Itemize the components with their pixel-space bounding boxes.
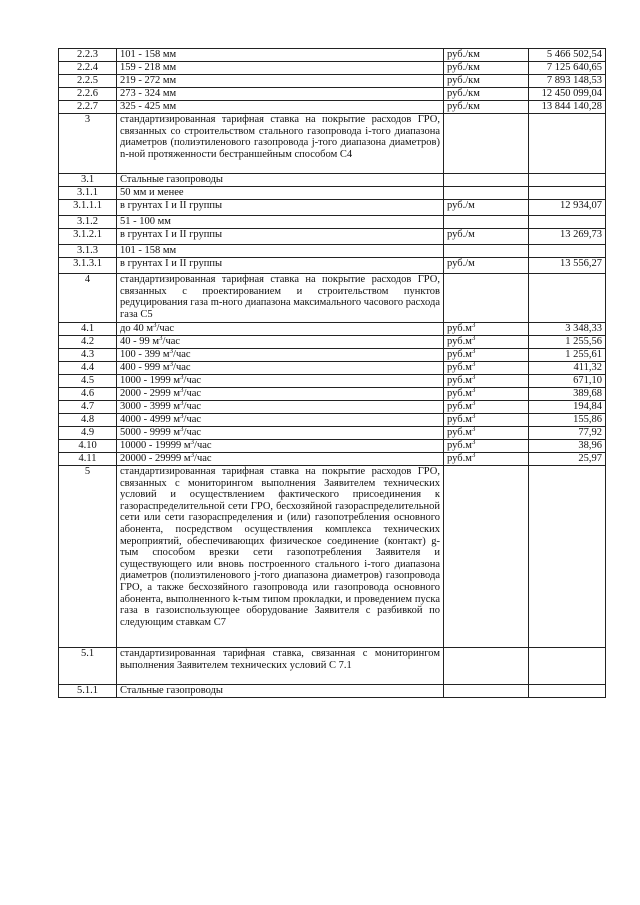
item-value	[529, 274, 606, 323]
item-unit: $руб.м^3$	[444, 453, 529, 466]
item-number: 4.1	[59, 323, 117, 336]
item-name: 273 - 324 мм	[117, 88, 444, 101]
item-value: 389,68	[529, 388, 606, 401]
item-unit: руб./м	[444, 258, 529, 274]
item-name: 325 - 425 мм	[117, 101, 444, 114]
item-unit	[444, 114, 529, 174]
item-number: 4.6	[59, 388, 117, 401]
item-name: 3000 - 3999 $м^3$/час	[117, 401, 444, 414]
item-number: 4.7	[59, 401, 117, 414]
item-number: 5.1.1	[59, 685, 117, 698]
item-name: 219 - 272 мм	[117, 75, 444, 88]
item-unit: $руб.м^3$	[444, 362, 529, 375]
table-row	[59, 440, 606, 453]
item-name: стандартизированная тарифная ставка на покрытие расходов ГРО, связанных с проектированием и строительством пунктов редуцирования газа m-ного диапазона максимального часового расхода газа С5	[117, 274, 444, 323]
item-name: 159 - 218 мм	[117, 62, 444, 75]
item-name: 2000 - 2999 $м^3$/час	[117, 388, 444, 401]
item-name: 100 - 399 $м^3$/час	[117, 349, 444, 362]
item-number: 2.2.4	[59, 62, 117, 75]
item-value: 25,97	[529, 453, 606, 466]
item-value: 3 348,33	[529, 323, 606, 336]
item-value: 7 125 640,65	[529, 62, 606, 75]
item-number: 4.5	[59, 375, 117, 388]
item-unit	[444, 466, 529, 648]
item-name: 20000 - 29999 $м^3$/час	[117, 453, 444, 466]
item-name: 51 - 100 мм	[117, 216, 444, 229]
table-row	[59, 685, 606, 698]
table-row	[59, 453, 606, 466]
item-name: 101 - 158 мм	[117, 49, 444, 62]
item-value	[529, 216, 606, 229]
table-row	[59, 75, 606, 88]
item-number: 4.10	[59, 440, 117, 453]
item-unit: $руб.м^3$	[444, 440, 529, 453]
table-row	[59, 62, 606, 75]
item-name: 50 мм и менее	[117, 187, 444, 200]
item-unit	[444, 174, 529, 187]
item-name: в грунтах I и II группы	[117, 200, 444, 216]
item-name: 1000 - 1999 $м^3$/час	[117, 375, 444, 388]
item-unit	[444, 187, 529, 200]
item-number: 3.1.2.1	[59, 229, 117, 245]
table-row	[59, 427, 606, 440]
table-row	[59, 216, 606, 229]
item-value: 5 466 502,54	[529, 49, 606, 62]
item-unit	[444, 685, 529, 698]
table-row	[59, 229, 606, 245]
item-unit: руб./м	[444, 200, 529, 216]
table-row	[59, 114, 606, 174]
item-unit: $руб.м^3$	[444, 323, 529, 336]
item-name: 400 - 999 $м^3$/час	[117, 362, 444, 375]
item-number: 4.8	[59, 414, 117, 427]
item-value: 155,86	[529, 414, 606, 427]
item-number: 5.1	[59, 648, 117, 685]
item-unit: $руб.м^3$	[444, 336, 529, 349]
item-unit: руб./км	[444, 75, 529, 88]
table-row	[59, 375, 606, 388]
item-number: 4	[59, 274, 117, 323]
item-name: 4000 - 4999 $м^3$/час	[117, 414, 444, 427]
item-value: 13 844 140,28	[529, 101, 606, 114]
item-unit: $руб.м^3$	[444, 349, 529, 362]
item-value: 1 255,61	[529, 349, 606, 362]
table-row	[59, 349, 606, 362]
item-value	[529, 648, 606, 685]
item-name: Стальные газопроводы	[117, 685, 444, 698]
item-name: в грунтах I и II группы	[117, 229, 444, 245]
item-value	[529, 685, 606, 698]
item-value	[529, 174, 606, 187]
item-number: 5	[59, 466, 117, 648]
table-row	[59, 245, 606, 258]
table-row	[59, 49, 606, 62]
item-value: 13 556,27	[529, 258, 606, 274]
item-number: 3.1.3	[59, 245, 117, 258]
item-number: 4.3	[59, 349, 117, 362]
item-value: 411,32	[529, 362, 606, 375]
table-row	[59, 187, 606, 200]
item-name: 10000 - 19999 $м^3$/час	[117, 440, 444, 453]
item-number: 3.1.2	[59, 216, 117, 229]
item-name: 101 - 158 мм	[117, 245, 444, 258]
table-row	[59, 401, 606, 414]
item-name: 40 - 99 $м^3$/час	[117, 336, 444, 349]
item-name: 5000 - 9999 $м^3$/час	[117, 427, 444, 440]
tariff-table	[58, 48, 606, 698]
item-number: 4.4	[59, 362, 117, 375]
item-number: 3.1.1.1	[59, 200, 117, 216]
item-name: до 40 $м^3$/час	[117, 323, 444, 336]
item-number: 3	[59, 114, 117, 174]
item-unit: $руб.м^3$	[444, 414, 529, 427]
item-number: 4.2	[59, 336, 117, 349]
table-row	[59, 414, 606, 427]
item-value	[529, 245, 606, 258]
item-unit	[444, 648, 529, 685]
table-row	[59, 174, 606, 187]
item-value: 12 934,07	[529, 200, 606, 216]
item-number: 3.1.3.1	[59, 258, 117, 274]
item-unit: руб./км	[444, 62, 529, 75]
table-row	[59, 274, 606, 323]
item-value	[529, 114, 606, 174]
item-unit	[444, 245, 529, 258]
item-name: стандартизированная тарифная ставка на покрытие расходов ГРО, связанных со строительством стального газопровода i-того диапазона диаметров (полиэтиленового газопровода j-того диапазона диаметров) n-ной протяженности бестраншейным способом С4	[117, 114, 444, 174]
item-name: стандартизированная тарифная ставка на покрытие расходов ГРО, связанных с мониторингом выполнения Заявителем технических условий и осуществлением фактического присоединения к газораспределительной сети ГРО, бесхозяйной газораспределительной сети или сети газораспределения и (или) газопотребления основного абонента, посредством осуществления комплекса технических мероприятий, обеспечивающих физическое соединение (контакт) g-тым способом врезки сети газопотребления Заявителя и существующего или вновь построенного стального i-того диапазона диаметров (полиэтиленового j-того диапазона диаметров) газопровода ГРО, а также бесхозяйного газопровода или газопровода основного абонента, выполненного k-тым типом прокладки, и проведением пуска газа в газоиспользующее оборудование Заявителя с разбивкой по следующим ставкам С7	[117, 466, 444, 648]
item-number: 3.1.1	[59, 187, 117, 200]
item-unit: $руб.м^3$	[444, 427, 529, 440]
item-value: 38,96	[529, 440, 606, 453]
table-row	[59, 258, 606, 274]
item-unit: руб./км	[444, 101, 529, 114]
item-name: стандартизированная тарифная ставка, связанная с мониторингом выполнения Заявителем технических условий С 7.1	[117, 648, 444, 685]
item-value: 12 450 099,04	[529, 88, 606, 101]
table-row	[59, 101, 606, 114]
item-name: в грунтах I и II группы	[117, 258, 444, 274]
table-row	[59, 200, 606, 216]
item-number: 4.9	[59, 427, 117, 440]
item-value: 671,10	[529, 375, 606, 388]
table-row	[59, 88, 606, 101]
item-unit: руб./км	[444, 49, 529, 62]
item-unit: $руб.м^3$	[444, 388, 529, 401]
item-name: Стальные газопроводы	[117, 174, 444, 187]
table-row	[59, 388, 606, 401]
item-value	[529, 187, 606, 200]
table-row	[59, 466, 606, 648]
table-row	[59, 648, 606, 685]
item-value: 13 269,73	[529, 229, 606, 245]
item-unit	[444, 216, 529, 229]
item-number: 3.1	[59, 174, 117, 187]
table-row	[59, 323, 606, 336]
item-value: 1 255,56	[529, 336, 606, 349]
item-number: 4.11	[59, 453, 117, 466]
item-number: 2.2.5	[59, 75, 117, 88]
item-unit: руб./м	[444, 229, 529, 245]
item-value	[529, 466, 606, 648]
item-unit: руб./км	[444, 88, 529, 101]
item-value: 77,92	[529, 427, 606, 440]
item-number: 2.2.3	[59, 49, 117, 62]
item-value: 194,84	[529, 401, 606, 414]
item-number: 2.2.6	[59, 88, 117, 101]
item-value: 7 893 148,53	[529, 75, 606, 88]
item-unit: $руб.м^3$	[444, 375, 529, 388]
item-number: 2.2.7	[59, 101, 117, 114]
item-unit	[444, 274, 529, 323]
table-row	[59, 362, 606, 375]
table-row	[59, 336, 606, 349]
item-unit: $руб.м^3$	[444, 401, 529, 414]
